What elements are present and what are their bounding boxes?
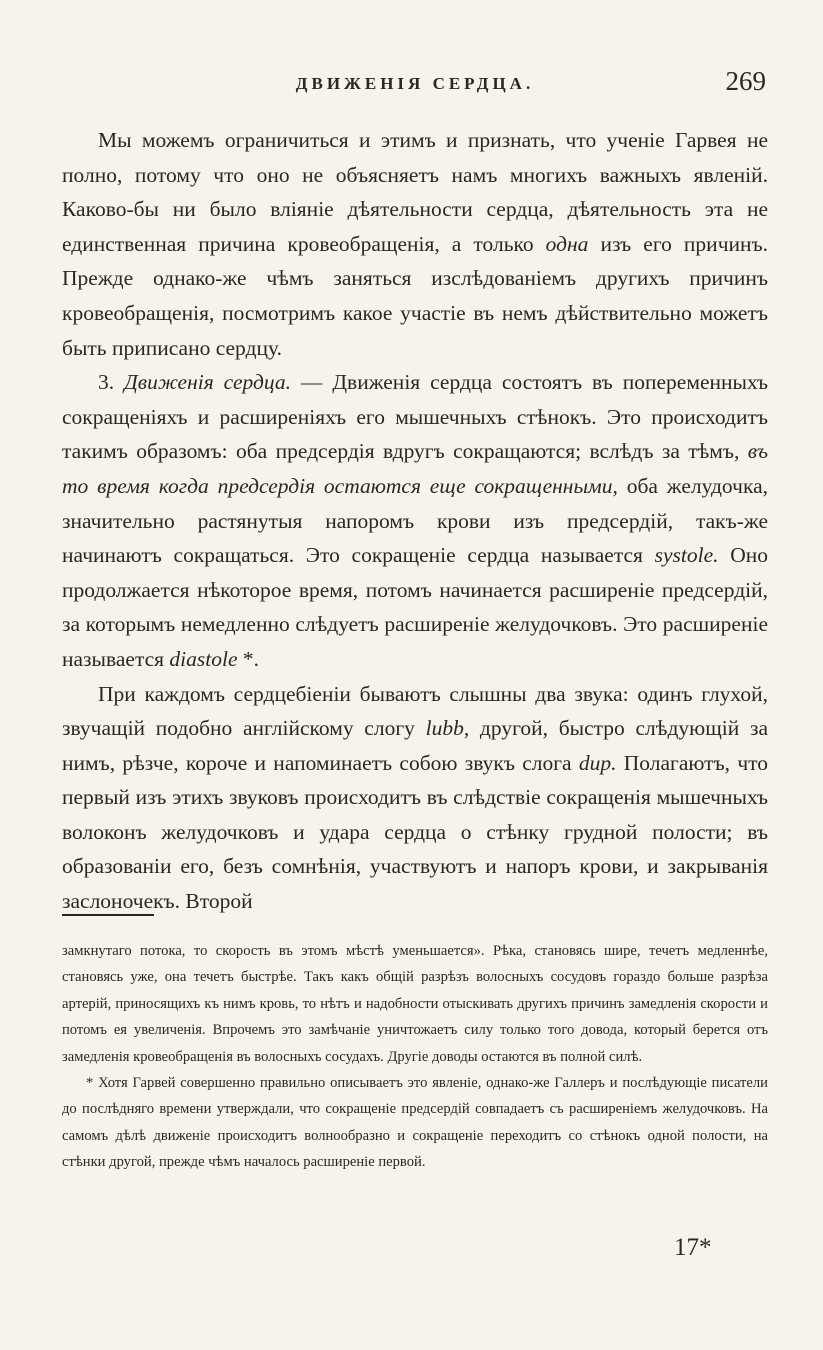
paragraph-1-emphasis: одна [545, 231, 589, 256]
term-diastole: diastole [169, 646, 238, 671]
paragraph-2-text-c: Оно продолжается нѣкоторое время, потомъ начинается расширеніе предсердій, за которымъ немедленно слѣдуетъ расширеніе желудочковъ. Это расширеніе называется [62, 543, 768, 671]
term-lubb: lubb [425, 716, 464, 741]
paragraph-2 [62, 365, 768, 676]
paragraph-2-text-b: , оба желудочка, значительно растянутыя напоромъ крови изъ предсердій, такъ-же начинаютъ сокращаться. Это сокращеніе сердца называется [62, 473, 768, 568]
footnote-2: * Хотя Гарвей совершенно правильно описываетъ это явленіе, однако-же Галлеръ и послѣдующіе писатели до послѣдняго времени утверждали, что сокращеніе предсердій совпадаетъ съ расширеніемъ желудочковъ. На самомъ дѣлѣ движеніе происходитъ волнообразно и сокращеніе переходитъ со стѣнокъ одной полости, на стѣнки другой, прежде чѣмъ началось расширеніе первой. [62, 1075, 768, 1171]
section-heading: Движенія сердца. [124, 370, 291, 395]
term-systole: systole. [654, 543, 719, 568]
paragraph-3 [62, 677, 768, 919]
paragraph-2-emphasis: въ то время когда предсердія остаются еще сокращенными [62, 439, 768, 498]
section-number: 3. [98, 370, 125, 395]
footnote-1: замкнутаго потока, то скорость въ этомъ мѣстѣ уменьшается». Рѣка, становясь шире, течетъ медленнѣе, становясь уже, она течетъ быстрѣе. Такъ какъ общій разрѣзъ волосныхъ сосудовъ гораздо больше разрѣза артерій, приносящихъ къ нимъ кровь, то нѣтъ и надобности отыскивать другихъ причинъ замедленія скорости и потомъ ея увеличенія. Впрочемъ это замѣчаніе уничтожаетъ силу только того довода, который берется отъ замедленія кровеобращенія въ волосныхъ сосудахъ. Другіе доводы остаются въ полной силѣ. [62, 943, 768, 1065]
paragraph-3-text-c: Полагаютъ, что первый изъ этихъ звуковъ происходитъ въ слѣдствіе сокращенія мышечныхъ волоконъ желудочковъ и удара сердца о стѣнку грудной полости; въ образованіи его, безъ сомнѣнія, участвуютъ и напоръ крови, и закрыванія заслоночекъ. Второй [62, 750, 769, 914]
paragraph-1-text: Мы можемъ ограничиться и этимъ и признать, что ученіе Гарвея не полно, потому что оно не объясняетъ намъ многихъ важныхъ явленій. Каково-бы ни было вліяніе дѣятельности сердца, дѣятельность эта не единственная причина кровеобращенія, а только [62, 128, 768, 256]
printer-signature: 17* [674, 1234, 712, 1261]
paragraph-1 [62, 123, 768, 365]
running-title: ДВИЖЕНІЯ СЕРДЦА. [295, 74, 535, 93]
paragraph-1-text-end: изъ его причинъ. Прежде однако-же чѣмъ заняться изслѣдованіемъ другихъ причинъ кровеобращенія, посмотримъ какое участіе въ немъ дѣйствительно можетъ быть приписано сердцу. [62, 231, 769, 360]
paragraph-2-text-d: *. [237, 646, 259, 671]
paragraph-3-text-a: При каждомъ сердцебіеніи бываютъ слышны два звука: одинъ глухой, звучащій подобно англійскому слогу [62, 681, 768, 741]
page-header [62, 66, 768, 106]
term-dup: dup. [578, 750, 617, 775]
footnote-divider [62, 914, 154, 916]
page-number: 269 [725, 66, 766, 96]
main-text [62, 123, 768, 919]
footnotes [62, 938, 768, 1176]
paragraph-2-text-a: — Движенія сердца состоятъ въ попеременныхъ сокращеніяхъ и расширеніяхъ его мышечныхъ стѣнокъ. Это происходитъ такимъ образомъ: оба предсердія вдругъ сокращаются; вслѣдъ за тѣмъ, [62, 370, 768, 464]
paragraph-3-text-b: , другой, быстро слѣдующій за нимъ, рѣзче, короче и напоминаетъ собою звукъ слога [62, 716, 768, 775]
